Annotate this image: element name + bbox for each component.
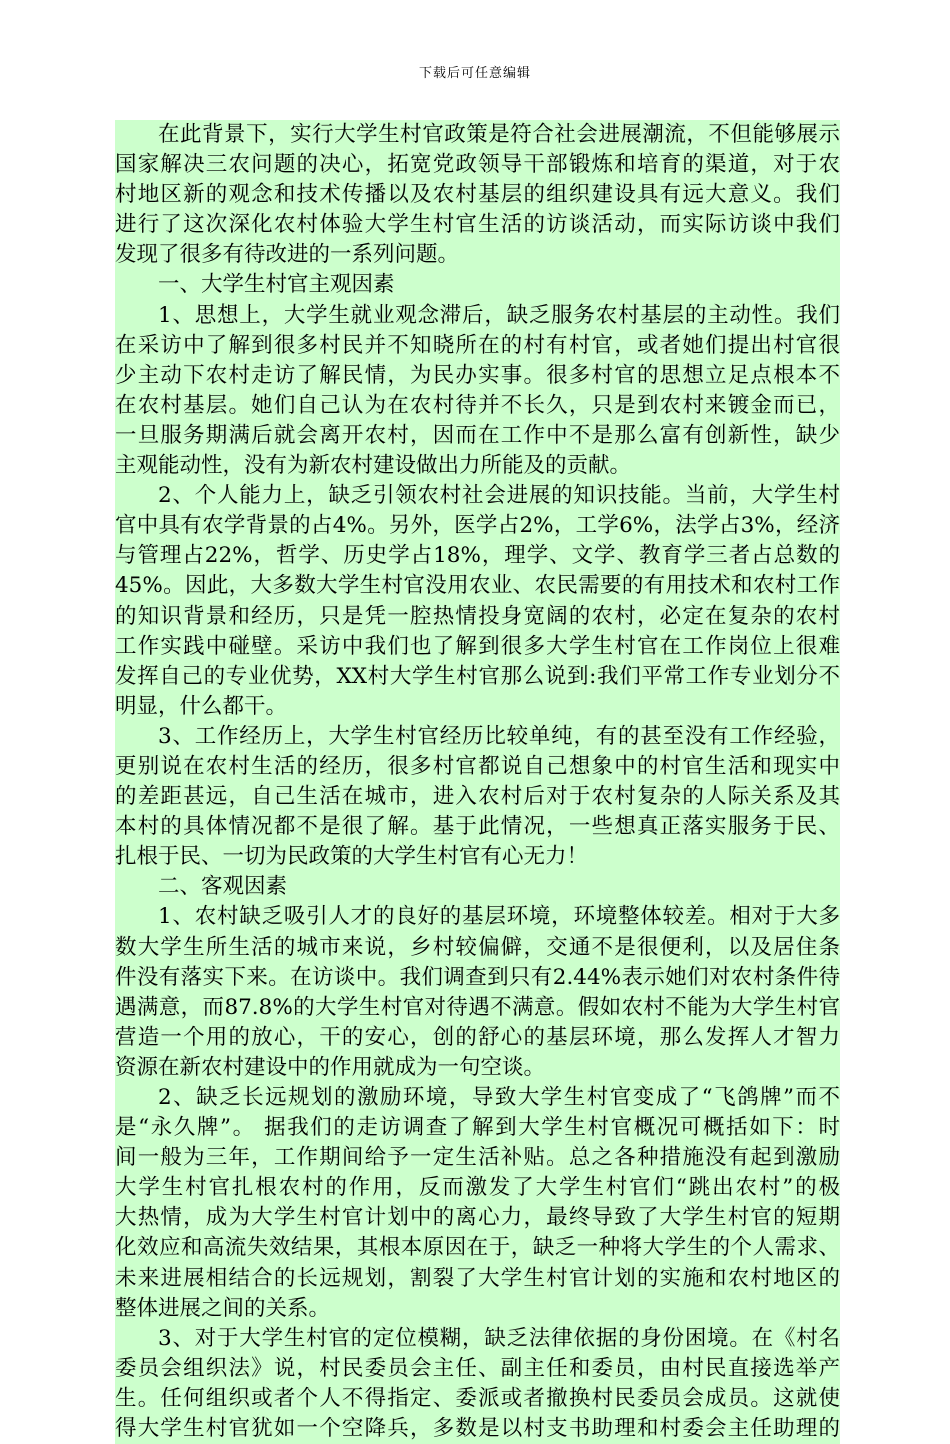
text-line: 村地区新的观念和技术传播以及农村基层的组织建设具有远大意义。我们 [115, 182, 840, 208]
text-line: 进行了这次深化农村体验大学生村官生活的访谈活动，而实际访谈中我们 [115, 212, 840, 238]
text-line: 未来进展相结合的长远规划，割裂了大学生村官计划的实施和农村地区的 [115, 1265, 840, 1291]
text-line: 国家解决三农问题的决心，拓宽党政领导干部锻炼和培育的渠道，对于农 [115, 152, 840, 178]
section-heading: 二、客观因素 [158, 874, 288, 900]
text-line: 本村的具体情况都不是很了解。基于此情况，一些想真正落实服务于民、 [115, 814, 840, 840]
text-line: 整体进展之间的关系。 [115, 1295, 331, 1321]
text-line: 官中具有农学背景的占4%。另外，医学占2%，工学6%，法学占3%，经济 [115, 513, 840, 539]
text-line: 在此背景下，实行大学生村官政策是符合社会进展潮流，不但能够展示 [158, 122, 840, 147]
text-line: 在农村基层。她们自己认为在农村待并不长久，只是到农村来镀金而已， [115, 392, 840, 418]
text-line: 在采访中了解到很多村民并不知晓所在的村有村官，或者她们提出村官很 [115, 332, 840, 358]
text-line: 件没有落实下来。在访谈中。我们调查到只有2.44%表示她们对农村条件待 [115, 964, 840, 990]
text-line: 间一般为三年，工作期间给予一定生活补贴。总之各种措施没有起到激励 [115, 1145, 840, 1171]
text-line: 与管理占22%，哲学、历史学占18%，理学、文学、教育学三者占总数的 [115, 543, 840, 569]
text-line: 生。任何组织或者个人不得指定、委派或者撤换村民委员会成员。这就使 [115, 1385, 840, 1411]
text-line: 2、缺乏长远规划的激励环境，导致大学生村官变成了“飞鸽牌”而不 [158, 1085, 840, 1110]
text-line: 的差距甚远，自己生活在城市，进入农村后对于农村复杂的人际关系及其 [115, 784, 840, 810]
text-line: 明显，什么都干。 [115, 693, 288, 719]
text-line: 1、农村缺乏吸引人才的良好的基层环境，环境整体较差。相对于大多 [158, 904, 840, 930]
text-line: 大学生村官扎根农村的作用，反而激发了大学生村官们“跳出农村”的极 [115, 1175, 840, 1201]
text-line: 一旦服务期满后就会离开农村，因而在工作中不是那么富有创新性，缺少 [115, 422, 840, 448]
section-heading: 一、大学生村官主观因素 [158, 272, 395, 298]
text-line: 主观能动性，没有为新农村建设做出力所能及的贡献。 [115, 453, 632, 479]
text-line: 委员会组织法》说，村民委员会主任、副主任和委员，由村民直接选举产 [115, 1355, 840, 1381]
text-line: 1、思想上，大学生就业观念滞后，缺乏服务农村基层的主动性。我们 [158, 302, 840, 328]
page-header: 下载后可任意编辑 [418, 66, 531, 81]
text-line: 资源在新农村建设中的作用就成为一句空谈。 [115, 1054, 546, 1080]
text-line: 营造一个用的放心，干的安心，创的舒心的基层环境，那么发挥人才智力 [115, 1024, 840, 1050]
text-line: 少主动下农村走访了解民情，为民办实事。很多村官的思想立足点根本不 [115, 362, 840, 388]
text-line: 发现了很多有待改进的一系列问题。 [115, 242, 460, 268]
text-line: 遇满意，而87.8%的大学生村官对待遇不满意。假如农村不能为大学生村官 [115, 994, 840, 1020]
text-line: 发挥自己的专业优势，XX村大学生村官那么说到:我们平常工作专业划分不 [115, 663, 840, 689]
text-line: 扎根于民、一切为民政策的大学生村官有心无力！ [115, 844, 589, 870]
text-line: 3、对于大学生村官的定位模糊，缺乏法律依据的身份困境。在《村名 [158, 1325, 840, 1351]
text-line: 2、个人能力上，缺乏引领农村社会进展的知识技能。当前，大学生村 [158, 483, 840, 509]
text-line: 45%。因此，大多数大学生村官没用农业、农民需要的有用技术和农村工作 [115, 573, 840, 599]
text-line: 数大学生所生活的城市来说，乡村较偏僻，交通不是很便利，以及居住条 [115, 934, 840, 960]
document-body [115, 120, 840, 1444]
text-line: 更别说在农村生活的经历，很多村官都说自己想象中的村官生活和现实中 [115, 753, 840, 779]
text-line: 的知识背景和经历，只是凭一腔热情投身宽阔的农村，必定在复杂的农村 [115, 603, 840, 629]
text-line: 是“永久牌”。 据我们的走访调查了解到大学生村官概况可概括如下：时 [115, 1115, 840, 1141]
text-line: 3、工作经历上，大学生村官经历比较单纯，有的甚至没有工作经验， [158, 723, 840, 749]
text-line: 得大学生村官犹如一个空降兵，多数是以村支书助理和村委会主任助理的 [115, 1416, 840, 1442]
text-line: 化效应和高流失效结果，其根本原因在于，缺乏一种将大学生的个人需求、 [115, 1235, 840, 1261]
text-line: 工作实践中碰壁。采访中我们也了解到很多大学生村官在工作岗位上很难 [115, 633, 840, 659]
text-line: 大热情，成为大学生村官计划中的离心力，最终导致了大学生村官的短期 [115, 1205, 840, 1231]
